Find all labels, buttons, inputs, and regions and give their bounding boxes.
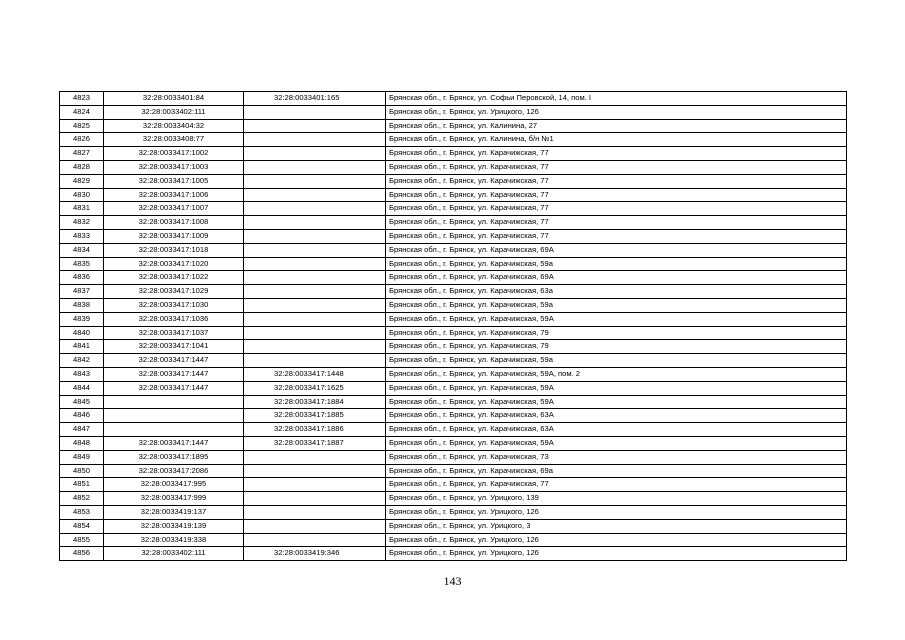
table-row	[60, 119, 847, 133]
row-number-cell: 4830	[60, 188, 104, 202]
row-number-cell: 4833	[60, 229, 104, 243]
row-number-cell: 4850	[60, 464, 104, 478]
cadastral-number-cell: 32:28:0033404:32	[104, 119, 244, 133]
table-row	[60, 409, 847, 423]
cadastral-number-cell: 32:28:0033419:139	[104, 519, 244, 533]
row-number-cell: 4856	[60, 547, 104, 561]
row-number-cell: 4827	[60, 147, 104, 161]
cadastral-number-cell: 32:28:0033417:1008	[104, 216, 244, 230]
cadastral-number-cell	[104, 409, 244, 423]
address-cell: Брянская обл., г. Брянск, ул. Карачижская, 77	[386, 216, 847, 230]
table-row	[60, 423, 847, 437]
address-cell: Брянская обл., г. Брянск, ул. Карачижская, 77	[386, 202, 847, 216]
linked-cadastral-number-cell: 32:28:0033417:1884	[244, 395, 386, 409]
row-number-cell: 4826	[60, 133, 104, 147]
linked-cadastral-number-cell: 32:28:0033417:1448	[244, 367, 386, 381]
linked-cadastral-number-cell	[244, 533, 386, 547]
table-row	[60, 450, 847, 464]
address-cell: Брянская обл., г. Брянск, ул. Карачижская, 59А	[386, 395, 847, 409]
table-row	[60, 312, 847, 326]
linked-cadastral-number-cell	[244, 119, 386, 133]
table-row	[60, 216, 847, 230]
cadastral-number-cell: 32:28:0033417:1003	[104, 160, 244, 174]
linked-cadastral-number-cell: 32:28:0033417:1886	[244, 423, 386, 437]
row-number-cell: 4836	[60, 271, 104, 285]
cadastral-number-cell: 32:28:0033408:77	[104, 133, 244, 147]
cadastral-number-cell	[104, 423, 244, 437]
address-cell: Брянская обл., г. Брянск, ул. Урицкого, 126	[386, 505, 847, 519]
address-cell: Брянская обл., г. Брянск, ул. Карачижская, 63А	[386, 409, 847, 423]
linked-cadastral-number-cell: 32:28:0033417:1887	[244, 436, 386, 450]
cadastral-number-cell: 32:28:0033417:1447	[104, 354, 244, 368]
cadastral-number-cell: 32:28:0033419:338	[104, 533, 244, 547]
property-table	[59, 91, 847, 561]
linked-cadastral-number-cell	[244, 202, 386, 216]
table-row	[60, 92, 847, 106]
cadastral-number-cell: 32:28:0033419:137	[104, 505, 244, 519]
table-row	[60, 298, 847, 312]
row-number-cell: 4824	[60, 105, 104, 119]
table-row	[60, 174, 847, 188]
linked-cadastral-number-cell	[244, 229, 386, 243]
table-row	[60, 367, 847, 381]
table-row	[60, 381, 847, 395]
linked-cadastral-number-cell	[244, 271, 386, 285]
address-cell: Брянская обл., г. Брянск, ул. Карачижская, 63А	[386, 423, 847, 437]
table-row	[60, 492, 847, 506]
address-cell: Брянская обл., г. Брянск, ул. Карачижская, 59А	[386, 312, 847, 326]
address-cell: Брянская обл., г. Брянск, ул. Карачижская, 59А	[386, 381, 847, 395]
linked-cadastral-number-cell	[244, 492, 386, 506]
linked-cadastral-number-cell	[244, 105, 386, 119]
table-row	[60, 354, 847, 368]
address-cell: Брянская обл., г. Брянск, ул. Карачижская, 69А	[386, 243, 847, 257]
cadastral-number-cell: 32:28:0033401:84	[104, 92, 244, 106]
row-number-cell: 4853	[60, 505, 104, 519]
address-cell: Брянская обл., г. Брянск, ул. Карачижская, 73	[386, 450, 847, 464]
table-row	[60, 340, 847, 354]
row-number-cell: 4837	[60, 285, 104, 299]
linked-cadastral-number-cell	[244, 133, 386, 147]
address-cell: Брянская обл., г. Брянск, ул. Урицкого, 139	[386, 492, 847, 506]
cadastral-number-cell: 32:28:0033417:1041	[104, 340, 244, 354]
row-number-cell: 4852	[60, 492, 104, 506]
table-row	[60, 202, 847, 216]
address-cell: Брянская обл., г. Брянск, ул. Карачижская, 77	[386, 229, 847, 243]
cadastral-number-cell: 32:28:0033417:1037	[104, 326, 244, 340]
row-number-cell: 4855	[60, 533, 104, 547]
table-row	[60, 505, 847, 519]
table-row	[60, 257, 847, 271]
cadastral-number-cell: 32:28:0033417:1005	[104, 174, 244, 188]
table-row	[60, 160, 847, 174]
linked-cadastral-number-cell	[244, 174, 386, 188]
linked-cadastral-number-cell	[244, 216, 386, 230]
table-row	[60, 326, 847, 340]
linked-cadastral-number-cell: 32:28:0033419:346	[244, 547, 386, 561]
linked-cadastral-number-cell	[244, 340, 386, 354]
linked-cadastral-number-cell	[244, 188, 386, 202]
table-row	[60, 243, 847, 257]
table-row	[60, 133, 847, 147]
address-cell: Брянская обл., г. Брянск, ул. Карачижская, 77	[386, 478, 847, 492]
address-cell: Брянская обл., г. Брянск, ул. Карачижская, 59а	[386, 257, 847, 271]
address-cell: Брянская обл., г. Брянск, ул. Карачижская, 59А	[386, 436, 847, 450]
linked-cadastral-number-cell	[244, 326, 386, 340]
row-number-cell: 4846	[60, 409, 104, 423]
linked-cadastral-number-cell: 32:28:0033417:1885	[244, 409, 386, 423]
row-number-cell: 4847	[60, 423, 104, 437]
row-number-cell: 4831	[60, 202, 104, 216]
cadastral-number-cell: 32:28:0033417:1447	[104, 436, 244, 450]
row-number-cell: 4832	[60, 216, 104, 230]
linked-cadastral-number-cell	[244, 450, 386, 464]
row-number-cell: 4823	[60, 92, 104, 106]
cadastral-number-cell: 32:28:0033402:111	[104, 547, 244, 561]
cadastral-number-cell: 32:28:0033417:1007	[104, 202, 244, 216]
table-row	[60, 436, 847, 450]
cadastral-number-cell: 32:28:0033417:1447	[104, 381, 244, 395]
row-number-cell: 4849	[60, 450, 104, 464]
linked-cadastral-number-cell	[244, 285, 386, 299]
table-row	[60, 478, 847, 492]
address-cell: Брянская обл., г. Брянск, ул. Карачижская, 79	[386, 326, 847, 340]
address-cell: Брянская обл., г. Брянск, ул. Калинина, 27	[386, 119, 847, 133]
cadastral-number-cell: 32:28:0033417:995	[104, 478, 244, 492]
linked-cadastral-number-cell	[244, 147, 386, 161]
linked-cadastral-number-cell	[244, 519, 386, 533]
property-table-body	[60, 92, 847, 561]
cadastral-number-cell: 32:28:0033417:1447	[104, 367, 244, 381]
table-row	[60, 464, 847, 478]
row-number-cell: 4839	[60, 312, 104, 326]
row-number-cell: 4840	[60, 326, 104, 340]
address-cell: Брянская обл., г. Брянск, ул. Карачижская, 77	[386, 147, 847, 161]
linked-cadastral-number-cell	[244, 243, 386, 257]
table-row	[60, 147, 847, 161]
address-cell: Брянская обл., г. Брянск, ул. Карачижская, 63а	[386, 285, 847, 299]
linked-cadastral-number-cell	[244, 478, 386, 492]
row-number-cell: 4834	[60, 243, 104, 257]
address-cell: Брянская обл., г. Брянск, ул. Урицкого, 126	[386, 533, 847, 547]
address-cell: Брянская обл., г. Брянск, ул. Карачижская, 79	[386, 340, 847, 354]
address-cell: Брянская обл., г. Брянск, ул. Карачижская, 59а	[386, 298, 847, 312]
row-number-cell: 4844	[60, 381, 104, 395]
table-row	[60, 285, 847, 299]
cadastral-number-cell: 32:28:0033417:999	[104, 492, 244, 506]
linked-cadastral-number-cell	[244, 298, 386, 312]
linked-cadastral-number-cell: 32:28:0033417:1625	[244, 381, 386, 395]
table-row	[60, 271, 847, 285]
linked-cadastral-number-cell	[244, 312, 386, 326]
row-number-cell: 4845	[60, 395, 104, 409]
row-number-cell: 4851	[60, 478, 104, 492]
row-number-cell: 4825	[60, 119, 104, 133]
linked-cadastral-number-cell	[244, 354, 386, 368]
cadastral-number-cell: 32:28:0033417:1020	[104, 257, 244, 271]
row-number-cell: 4838	[60, 298, 104, 312]
address-cell: Брянская обл., г. Брянск, ул. Карачижская, 77	[386, 188, 847, 202]
address-cell: Брянская обл., г. Брянск, ул. Карачижская, 69А	[386, 271, 847, 285]
address-cell: Брянская обл., г. Брянск, ул. Карачижская, 59а	[386, 354, 847, 368]
table-row	[60, 533, 847, 547]
table-row	[60, 519, 847, 533]
table-row	[60, 188, 847, 202]
cadastral-number-cell: 32:28:0033417:1006	[104, 188, 244, 202]
linked-cadastral-number-cell: 32:28:0033401:165	[244, 92, 386, 106]
address-cell: Брянская обл., г. Брянск, ул. Урицкого, 126	[386, 105, 847, 119]
row-number-cell: 4835	[60, 257, 104, 271]
row-number-cell: 4828	[60, 160, 104, 174]
table-row	[60, 547, 847, 561]
cadastral-number-cell: 32:28:0033417:1036	[104, 312, 244, 326]
cadastral-number-cell: 32:28:0033417:1002	[104, 147, 244, 161]
address-cell: Брянская обл., г. Брянск, ул. Калинина, б/н №1	[386, 133, 847, 147]
cadastral-number-cell: 32:28:0033417:1009	[104, 229, 244, 243]
linked-cadastral-number-cell	[244, 464, 386, 478]
address-cell: Брянская обл., г. Брянск, ул. Софьи Перовской, 14, пом. I	[386, 92, 847, 106]
table-row	[60, 229, 847, 243]
cadastral-number-cell: 32:28:0033417:1895	[104, 450, 244, 464]
linked-cadastral-number-cell	[244, 160, 386, 174]
address-cell: Брянская обл., г. Брянск, ул. Урицкого, 126	[386, 547, 847, 561]
cadastral-number-cell: 32:28:0033417:2086	[104, 464, 244, 478]
table-row	[60, 105, 847, 119]
cadastral-number-cell: 32:28:0033402:111	[104, 105, 244, 119]
cadastral-number-cell	[104, 395, 244, 409]
address-cell: Брянская обл., г. Брянск, ул. Карачижская, 69а	[386, 464, 847, 478]
row-number-cell: 4842	[60, 354, 104, 368]
row-number-cell: 4841	[60, 340, 104, 354]
table-row	[60, 395, 847, 409]
page-number: 143	[443, 574, 462, 588]
address-cell: Брянская обл., г. Брянск, ул. Урицкого, 3	[386, 519, 847, 533]
address-cell: Брянская обл., г. Брянск, ул. Карачижская, 77	[386, 160, 847, 174]
address-cell: Брянская обл., г. Брянск, ул. Карачижская, 77	[386, 174, 847, 188]
linked-cadastral-number-cell	[244, 505, 386, 519]
cadastral-number-cell: 32:28:0033417:1018	[104, 243, 244, 257]
cadastral-number-cell: 32:28:0033417:1022	[104, 271, 244, 285]
linked-cadastral-number-cell	[244, 257, 386, 271]
row-number-cell: 4829	[60, 174, 104, 188]
row-number-cell: 4843	[60, 367, 104, 381]
cadastral-number-cell: 32:28:0033417:1030	[104, 298, 244, 312]
row-number-cell: 4854	[60, 519, 104, 533]
address-cell: Брянская обл., г. Брянск, ул. Карачижская, 59А, пом. 2	[386, 367, 847, 381]
cadastral-number-cell: 32:28:0033417:1029	[104, 285, 244, 299]
row-number-cell: 4848	[60, 436, 104, 450]
